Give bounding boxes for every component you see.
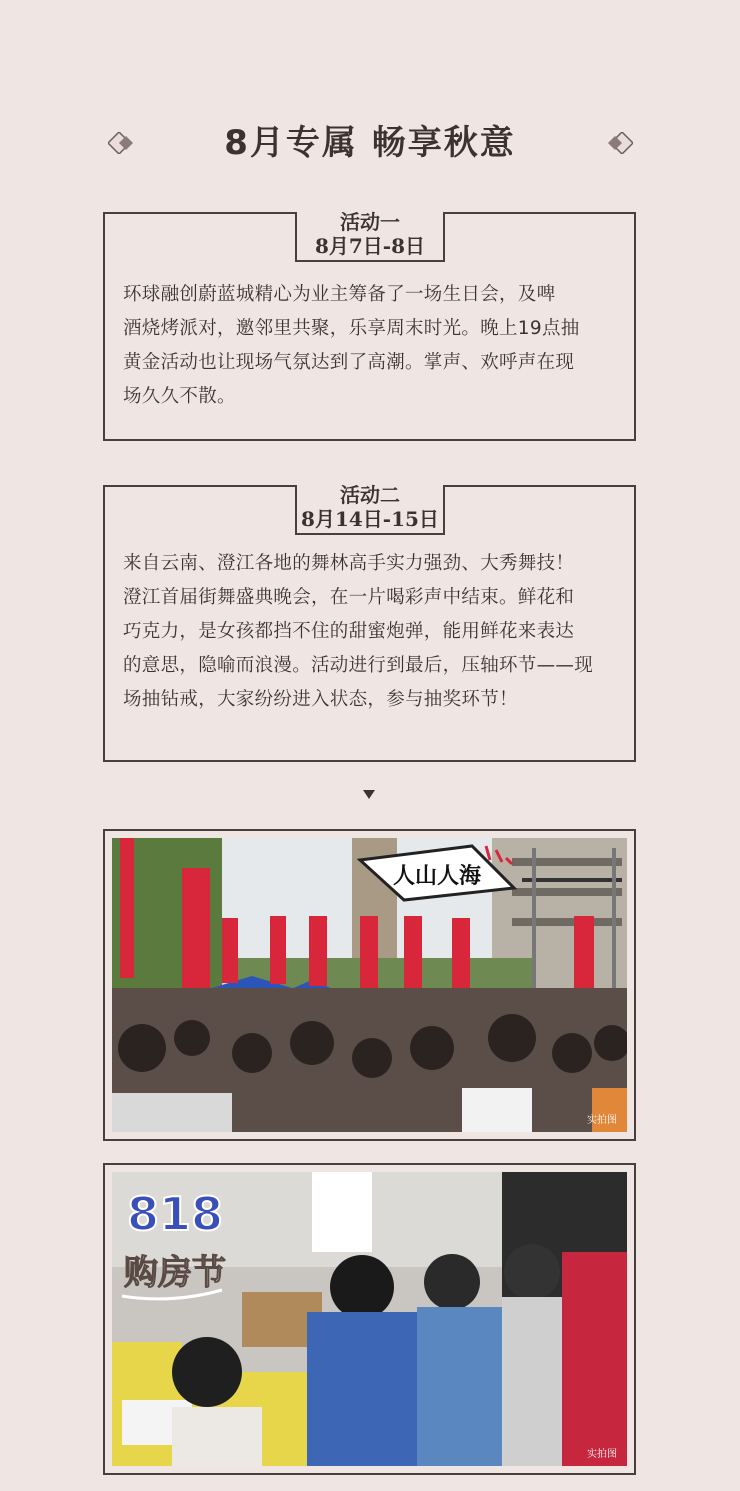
text-line: 澄江首届街舞盛典晚会，在一片喝彩声中结束。鲜花和 [123,587,575,608]
text-line: 的意思，隐喻而浪漫。活动进行到最后，压轴环节——现 [123,655,594,676]
section-header [0,118,740,168]
children-photo [112,1172,627,1466]
crowd-photo [112,838,627,1132]
text-line: 黄金活动也让现场气氛达到了高潮。掌声、欢呼声在现 [123,352,575,373]
photo-card-818 [103,1163,636,1475]
text-line: 巧克力，是女孩都挡不住的甜蜜炮弹，能用鲜花来表达 [123,621,575,642]
event-date: 8月7日-8日 [314,234,426,258]
text-line: 酒烧烤派对，邀邻里共聚，乐享周末时光。晚上19点抽 [123,318,580,339]
text-line: 场抽钻戒，大家纷纷进入状态，参与抽奖环节！ [123,689,518,710]
text-line: 场久久不散。 [123,386,236,407]
watermark: 实拍图 [587,1449,617,1460]
event-name: 活动一 [340,210,400,234]
text-line: 环球融创蔚蓝城精心为业主筹备了一场生日会，及啤 [123,284,556,305]
down-arrow-icon [363,790,375,799]
event-tab-2 [295,485,445,535]
photo-card-crowd [103,829,636,1141]
event-description [123,278,618,414]
children-scene-illustration [112,1172,627,1466]
crowd-scene-illustration [112,838,627,1132]
event-card-1 [103,212,636,441]
event-date: 8月14日-15日 [301,507,439,531]
watermark: 实拍图 [587,1115,617,1126]
text-line: 来自云南、澄江各地的舞林高手实力强劲、大秀舞技！ [123,553,575,574]
event-tab-1 [295,212,445,262]
818-badge-text: 购房节 [124,1253,226,1293]
page-title: 8月专属 畅享秋意 [224,123,516,163]
crowd-caption: 人山人海 [392,864,482,889]
818-badge-number: 818 [127,1187,224,1241]
diamond-ornament-right-icon [603,132,633,154]
event-description [123,547,618,717]
event-name: 活动二 [340,483,400,507]
event-card-2 [103,485,636,762]
